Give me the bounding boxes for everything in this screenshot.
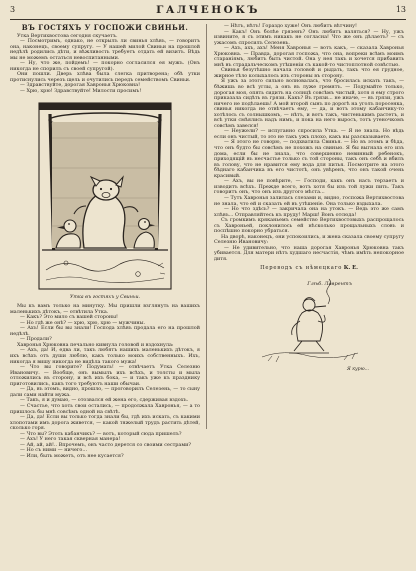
dialogue-paragraph: — Счастье, что хоть свои остались, — продолжала Хавронья, — а то пришлось бы мнѣ совсѣмъ одной на свѣтѣ. (10, 402, 200, 415)
paragraph: Свинья безутѣшно начала головой и рыдать, такъ что ея грудное, жирное тѣло колыхалось изъ стороны въ сторону. (214, 67, 404, 79)
paragraph: Они пошли. Дверь хлѣва была слегка притворена; обѣ утки протиснулись черезъ щель и очутились передъ семействомъ Свиньи. (10, 71, 200, 83)
page-number-left: 3 (10, 5, 16, 14)
dialogue-paragraph: — Какъ! Онъ болѣе грязенъ? Онъ любитъ валяться? — Ну, ужъ извините, я съ этимъ никакъ не согласна! Что же онъ дѣлаетъ? — съ ужасомъ спросилъ Селезень. (214, 28, 404, 46)
dialogue-paragraph: — Да, да! Если вы только тогда знали бы, гдѣ ихъ искать, съ какими хлопотами имъ дорога живется, — какой тяжелый трудъ растить дѣтей, сколько горя. (10, 414, 200, 432)
dialogue-paragraph: — Здравствуйте, дорогая Хавронья Хрюковна! (20, 82, 141, 89)
dialogue-paragraph: — Хрю, хрю! Здравствуйте! Милости просимъ! (20, 88, 142, 95)
paragraph: На дворѣ, наконецъ, они успокоились, и жена сказала своему супругу Селезню Ивановичу: (214, 233, 405, 246)
dialogue-paragraph: — Но что здѣсь? — закричала она на утокъ. — Ведь это же самъ хлѣвъ... Отправляйтесь къ пруду! Марш! Вонъ отсюда! (214, 206, 404, 218)
paragraph: Мы къ вамъ только на минутку. Мы пришли взглянуть на вашихъ маленькихъ дѣтокъ, — отвѣтила Утка. (10, 303, 200, 315)
right-column (214, 24, 404, 373)
left-text-top (10, 34, 200, 95)
duck-visit-illustration (30, 98, 180, 294)
paragraph: Съ громкимъ кряканьемъ семейство Вертихвостовыхъ распрощалось съ Хавроньей, поклонилось ей нѣсколько прощальныхъ словъ и поспѣшно покорно убраться. (214, 217, 404, 235)
dialogue-paragraph: — Не удивительно, что наша дорогая Хавронья Хрюковна такъ убивается. Для матери нѣтъ худшаго несчастія, чѣмъ имѣть непокорное дитя. (214, 244, 404, 262)
translator-initials: К. Е. (343, 264, 358, 271)
dialogue-paragraph: — Нѣтъ, нѣтъ! Гораздо хуже! Онъ любитъ вѣтчину! (224, 23, 357, 29)
masthead: ГАЛЧЕНОКЪ (156, 4, 260, 16)
dialogue-paragraph: — Ахъ! Если бы вы знали! Господа хлѣвъ продала его на прошлой недѣлѣ. (10, 325, 200, 337)
dialogue-paragraph: — Но гдѣ же онѣ? — хрю, хрю, хрю — мужчины. (20, 319, 146, 326)
translation-credit (214, 266, 404, 272)
dialogue-paragraph: — Ахъ, да! И, едва ли, такъ любятъ нашихъ маленькихъ дѣтокъ, я ихъ всѣхъ отъ души люблю, какъ только моихъ собственныхъ. Ихъ, никогда я вишу никогда не видѣла такого мужа! (10, 347, 200, 365)
header-rule (10, 19, 406, 20)
dialogue-paragraph: — Продали? (20, 336, 52, 343)
paragraph: Хавронья Хрюковна печально кивнула головой и вздохнула: (17, 341, 174, 348)
dialogue-paragraph: — Какъ? Это мило съ вашей стороны! (20, 314, 119, 321)
dialogue-paragraph: — Да, въ этомъ, видно, прошло, — проговорилъ Селезень, — то сыну дали сами найти мужа. (10, 386, 200, 398)
dialogue-paragraph: — Ну, что же, пойдемъ! — покорно согласился ея мужъ. (Онъ никогда не спорилъ съ своей супругой). (10, 60, 200, 72)
dialogue-paragraph: — Ахъ, вы не повѣрите, — Господи, какъ онъ насъ терзаетъ и изводитъ всѣхъ. Прежде всего, вотъ хотя бы изъ той лужи пить. Такъ говоритъ онъ, что онъ изъ другого мѣста... (214, 178, 404, 196)
column-divider (206, 24, 207, 429)
dialogue-paragraph: — Но съ ними — ничего... (20, 447, 88, 454)
smoking-man-sketch (254, 277, 364, 367)
dialogue-paragraph: — Неужели? — испуганно спросила Утка. — Я не знала. Но вѣдь если онъ чистый, то это не такъ ужъ плохо, какъ вы разсказываете. (214, 128, 404, 140)
story-title: ВЪ ГОСТЯХЪ У ГОСПОЖИ СВИНЬИ. (21, 23, 189, 32)
dialogue-paragraph: — Тутъ Хавронья залилась слезами и, видно, госпожа Вертихвостова не знала, что ей и сказать ей въ утѣшеніе. Она только вздыхала. (214, 194, 404, 207)
page-number-right: 13 (395, 5, 406, 14)
dialogue-paragraph: — Что вы? Этоть кабанчикъ? — вотъ, который сюда пришелъ? (20, 430, 182, 437)
dialogue-paragraph: — Что вы говорите? Подумать! — отвѣчаетъ Утка Селезню Ивановичу. — Вообще, онъ вымылъ ихъ всѣхъ, и толсты и мыла отложились въ сторону, и всѣ ихъ бока, — и такъ уже къ празднику приготовились, какъ того требуютъ наши обычаи. (10, 364, 200, 387)
dialogue-paragraph: — Такъ, я и думаю, — отозвался ей жена его, сдерживая вздохъ. (20, 397, 189, 404)
dialogue-paragraph: — Посмотримъ, однако, не открылъ ли свинья хлѣвъ, — говоритъ она, наконецъ, своему супругу. — У нашей милой Свиньи на прошлой недѣлѣ родились дѣти, и вѣжливость требуетъ отдать ей визитъ. Вѣдь мы не можемъ остаться невоспитанными. (10, 38, 200, 61)
paragraph: Я ужъ за этого сильно волновалась, что бросилась искать такъ, — бѣжишь во всѣ углы, а онъ въ луже гремятъ. — Подумайте только, дорогая моя, опять сидитъ на солнцѣ совсѣмъ чистый, хотя я ему строго приказала сидѣть въ грязи. Какъ? Въ грязи... не иначе, — въ грязи, ужъ ничего не подѣлаешь! А мой второй сынъ по дорогѣ на уголъ поросенка, свинья никогда не отвѣчаетъ ему, — да, и вотъ этому кабанчику-то хотѣлось съ солнышкомъ, — нѣтъ, и вотъ такъ, чистенькимъ растетъ, и всѣ утки смѣялись надъ нимъ, и пока на него выросъ, тотъ утеночкомъ совсѣмъ завелся! (214, 78, 404, 129)
dialogue-paragraph: — Ахъ! У него такая скверная манера! (20, 436, 121, 443)
dialogue-paragraph: — Ай, ай, ай!.. Впрочемъ, онъ часто дерется со своими сестрами? (20, 441, 192, 448)
paragraph: Утка Вертихвостова сегодня скучаетъ. (17, 32, 118, 39)
left-column (10, 24, 200, 459)
sketch-caption: Я курю... (347, 367, 369, 373)
dialogue-paragraph: — Или, быть можетъ, отъ нее кусается? (20, 452, 124, 459)
translation-note: Переводъ съ нѣмецкаго (260, 264, 343, 271)
right-text (214, 24, 404, 263)
page-header (10, 4, 406, 18)
illustration-caption: Утка въ гостяхъ у Свиньи. (69, 294, 141, 300)
dialogue-paragraph: — Ахъ, ахъ, ахъ! Меня Хавронья — вотъ какъ, — сказала Хавронья Хрюковна. — Правда, дорогая госпожа, что она, вопреки всѣмъ моимъ стараніямъ, любитъ быть чистой. Она у нея такъ и хочется прибавить мнѣ въ страдальческомъ утѣшеніи съ какой-то чистоплотной совѣстью. (214, 45, 404, 68)
left-text-bottom (10, 304, 200, 459)
sketch-author: Глѣб. Лаврентъ (307, 281, 352, 288)
dialogue-paragraph: — Я этого не говорю, — подхватила Свинья. — Но въ этомъ и бѣда, что онъ будто бы совсѣмъ не похожъ на свинью. Я бы выгнала его изъ дома, если бы не знала, что совершенно невинный ребенокъ, приходящій въ несчастье только съ той стороны, такъ онъ себѣ и вбилъ въ голову, что не нравится ему вода для питья. Посмотрите на этого бѣднаго кабанчика въ его чистотѣ, онъ увѣренъ, что онъ такой очень красивый. (214, 139, 404, 179)
